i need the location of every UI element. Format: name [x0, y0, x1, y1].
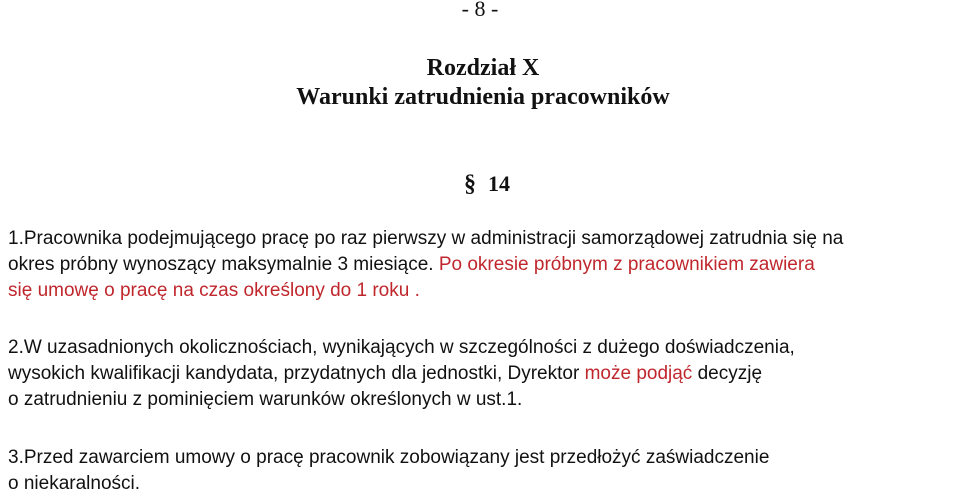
paragraph-3-line-1: 3.Przed zawarciem umowy o pracę pracownik zobowiązany jest przedłożyć zaświadczenie [8, 447, 770, 468]
paragraph-2-highlight: może podjąć [584, 363, 693, 384]
paragraph-2-line-2 [8, 361, 960, 387]
paragraph-2-line-2-text-a: wysokich kwalifikacji kandydata, przydatnych dla jednostki, Dyrektor [8, 363, 585, 384]
paragraph-1-line-2-text: okres próbny wynoszący maksymalnie 3 miesiące. [8, 254, 439, 275]
section-heading [464, 171, 510, 198]
paragraph-2-line-1: 2.W uzasadnionych okolicznościach, wynikających w szczególności z dużego doświadczenia, [8, 337, 795, 358]
chapter-title: Rozdział X [426, 55, 540, 81]
paragraph-1 [8, 226, 960, 304]
paragraph-3-line-2: o niekaralności. [8, 473, 141, 494]
paragraph-2 [8, 335, 960, 413]
paragraph-2-line-2-text-b: decyzję [692, 363, 763, 384]
page-number: - 8 - [461, 0, 499, 21]
paragraph-2-line-3: o zatrudnieniu z pominięciem warunków określonych w ust.1. [8, 389, 523, 410]
chapter-subtitle: Warunki zatrudnienia pracowników [296, 84, 670, 110]
paragraph-1-line-2 [8, 252, 960, 278]
section-number: 14 [488, 171, 510, 196]
paragraph-1-line-1: 1.Pracownika podejmującego pracę po raz pierwszy w administracji samorządowej zatrudnia się na [8, 228, 844, 249]
paragraph-1-highlight: Po okresie próbnym z pracownikiem zawiera [438, 254, 815, 275]
section-sign: § [464, 171, 476, 197]
paragraph-1-line-3-highlight: się umowę o pracę na czas określony do 1 roku . [8, 280, 420, 301]
chapter-heading [0, 54, 960, 112]
paragraph-3 [8, 445, 960, 497]
